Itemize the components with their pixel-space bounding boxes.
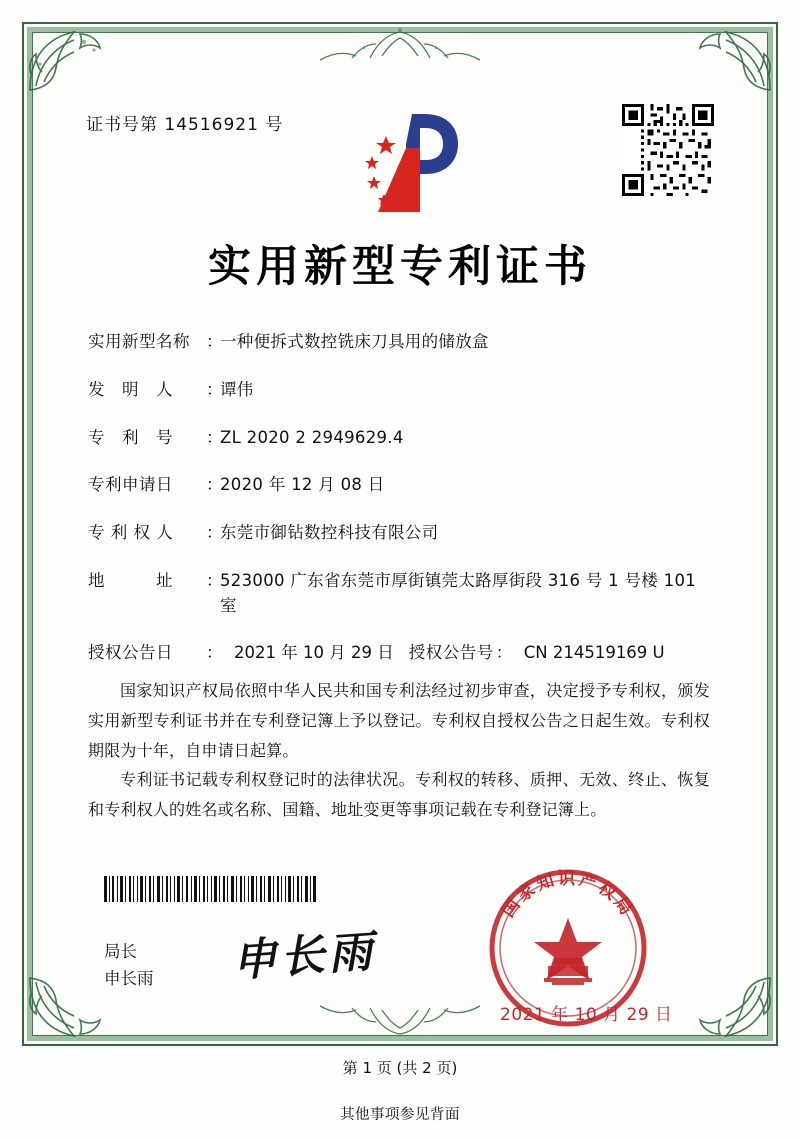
field-label: 地 址: [88, 570, 173, 590]
svg-text:国家知识产权局: 国家知识产权局: [498, 869, 638, 922]
field-address: [88, 569, 712, 619]
field-colon: ：: [206, 332, 223, 351]
handwritten-signature: 申长雨: [230, 926, 378, 987]
field-label: 发 明 人: [88, 379, 173, 399]
certificate-number: 证书号第 14516921 号: [86, 115, 284, 135]
field-label: 专 利 号: [88, 427, 173, 447]
signature-block: [104, 938, 154, 992]
field-colon: ：: [206, 427, 223, 447]
field-colon: ：: [495, 643, 513, 663]
field-value: 2020 年 12 月 08 日: [220, 475, 385, 495]
field-application-date: [88, 473, 712, 498]
field-utility-model-name: [88, 330, 712, 355]
field-label: 专利申请日: [88, 475, 173, 495]
field-value: 一种便拆式数控铣床刀具用的储放盒: [220, 332, 489, 351]
field-value: 谭伟: [220, 379, 254, 399]
grant-number-label: 授权公告号: [408, 643, 494, 663]
corner-ornament-icon: [680, 24, 776, 96]
field-colon: ：: [206, 475, 223, 495]
corner-ornament-icon: [680, 972, 776, 1044]
grant-number-value: CN 214519169 U: [523, 643, 665, 663]
director-title-label: 局长: [104, 942, 137, 961]
field-grant-announcement: [88, 641, 712, 666]
field-colon: ：: [206, 523, 223, 542]
field-colon: ：: [206, 643, 223, 663]
certificate-fields: [88, 330, 712, 686]
director-name-label: 申长雨: [104, 969, 154, 988]
back-side-note: 其他事项参见背面: [340, 1107, 460, 1123]
grant-date-value: 2021 年 10 月 29 日: [234, 643, 394, 663]
field-label: 专 利 权 人: [88, 523, 174, 542]
field-inventor: [88, 378, 712, 403]
field-value: ZL 2020 2 2949629.4: [220, 427, 404, 447]
qr-code-icon: [622, 104, 714, 196]
legal-paragraph-2: 专利证书记载专利权登记时的法律状况。专利权的转移、质押、无效、终止、恢复和专利权人的姓名或名称、国籍、地址变更等事项记载在专利登记簿上。: [88, 770, 710, 819]
page-number: 第 1 页 (共 2 页): [342, 1059, 458, 1077]
field-patentee: [88, 521, 712, 546]
field-colon: ：: [206, 570, 223, 590]
barcode-icon: [104, 876, 316, 902]
field-label: 实用新型名称: [88, 332, 190, 351]
field-value: 东莞市御钻数控科技有限公司: [220, 523, 439, 542]
seal-date: 2021 年 10 月 29 日: [500, 1005, 673, 1025]
corner-ornament-icon: [24, 24, 120, 96]
legal-paragraph-1: 国家知识产权局依照中华人民共和国专利法经过初步审查，决定授予专利权，颁发实用新型专利证书并在专利登记簿上予以登记。专利权自授权公告之日起生效。专利权期限为十年，自申请日起算。: [88, 681, 710, 760]
field-patent-number: [88, 426, 712, 451]
page-title: 实用新型专利证书: [208, 242, 592, 292]
field-value: 523000 广东省东莞市厚街镇莞太路厚街段 316 号 1 号楼 101 室: [220, 570, 697, 615]
top-edge-ornament-icon: [120, 24, 680, 66]
grant-date-label: 授权公告日: [88, 643, 173, 663]
field-colon: ：: [206, 379, 223, 399]
cnipa-logo-icon: [352, 108, 472, 218]
